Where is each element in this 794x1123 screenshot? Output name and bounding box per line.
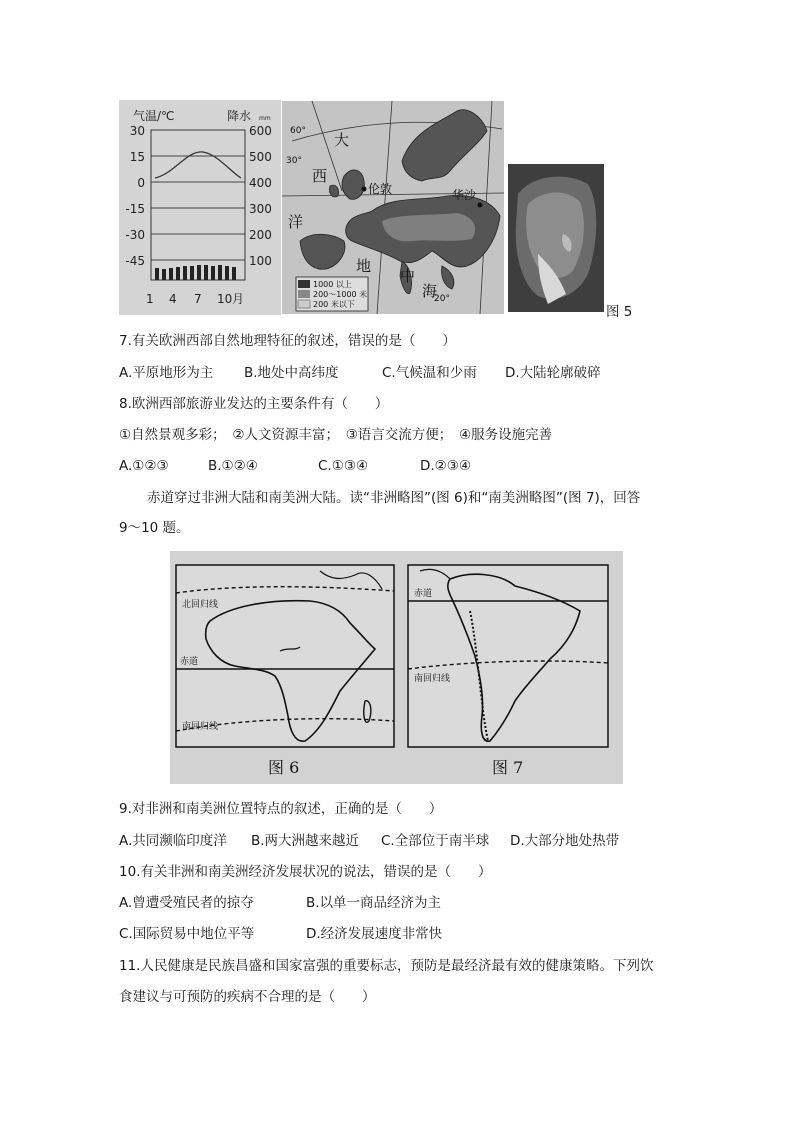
q7-option-d[interactable]: D.大陆轮廓破碎	[505, 365, 601, 381]
landscape-photo	[508, 164, 604, 312]
q11-line1: 11.人民健康是民族昌盛和国家富强的重要标志，预防是最经济最有效的健康策略。下列饮	[119, 958, 654, 974]
map-label-zhong: 中	[400, 267, 416, 285]
q10-option-b[interactable]: B.以单一商品经济为主	[306, 895, 442, 911]
photo-svg	[508, 164, 604, 312]
q11-line2: 食建议与可预防的疾病不合理的是（ ）	[119, 989, 376, 1005]
q10-option-d[interactable]: D.经济发展速度非常快	[306, 926, 443, 942]
temp-tick: -45	[125, 254, 145, 268]
month-tick: 10	[217, 292, 233, 306]
precip-tick: 500	[249, 150, 272, 164]
q9-10-intro-line1: 赤道穿过非洲大陆和南美洲大陆。读“非洲略图”(图 6)和“南美洲略图”(图 7)，回答	[147, 490, 641, 506]
legend-mid: 200～1000 米	[313, 290, 368, 299]
temp-axis-label: 气温/℃	[133, 109, 175, 123]
precip-tick: 300	[249, 202, 272, 216]
precip-axis-label: 降水	[227, 109, 252, 123]
month-tick: 4	[169, 292, 177, 306]
london-dot	[362, 187, 367, 192]
q8-option-c[interactable]: C.①③④	[318, 458, 369, 474]
europe-map-svg	[282, 101, 504, 314]
q7-option-b[interactable]: B.地处中高纬度	[244, 365, 339, 381]
maps-svg	[170, 551, 623, 784]
climate-chart	[119, 100, 281, 315]
africa-label-tropic-cancer: 北回归线	[182, 600, 219, 610]
month-tick: 月	[232, 292, 245, 306]
precipitation-bars	[155, 265, 236, 280]
legend-low: 200 米以下	[313, 300, 355, 309]
map-label-hai: 海	[422, 282, 438, 300]
q9-option-c[interactable]: C.全部位于南半球	[381, 833, 490, 849]
precip-tick: 100	[249, 254, 272, 268]
africa-south-america-maps	[170, 551, 623, 784]
q8-option-a[interactable]: A.①②③	[119, 458, 169, 474]
map-legend	[296, 277, 368, 311]
south-america-panel	[408, 565, 608, 747]
sa-label-equator: 赤道	[414, 589, 433, 599]
precip-tick: 600	[249, 124, 272, 138]
month-tick: 7	[194, 292, 202, 306]
figure5-caption: 图 5	[606, 304, 633, 320]
q8-option-b[interactable]: B.①②④	[208, 458, 258, 474]
map-label-warsaw: 华沙	[452, 188, 477, 202]
precip-tick: 200	[249, 228, 272, 242]
q7-option-a[interactable]: A.平原地形为主	[119, 365, 214, 381]
q7-option-c[interactable]: C.气候温和少雨	[382, 365, 477, 381]
q8-option-d[interactable]: D.②③④	[420, 458, 471, 474]
africa-label-equator: 赤道	[180, 657, 199, 667]
lat-label-60: 60°	[290, 126, 306, 136]
warsaw-dot	[478, 203, 483, 208]
q9-option-b[interactable]: B.两大洲越来越近	[251, 833, 360, 849]
lat-label-20: 20°	[434, 294, 450, 304]
q7-stem: 7.有关欧洲西部自然地理特征的叙述，错误的是（ ）	[119, 333, 456, 349]
africa-panel	[176, 565, 394, 747]
q10-option-c[interactable]: C.国际贸易中地位平等	[119, 926, 255, 942]
map-label-london: 伦敦	[368, 182, 393, 196]
legend-high: 1000 以上	[313, 280, 352, 289]
month-tick: 1	[146, 292, 154, 306]
q10-option-a[interactable]: A.曾遭受殖民者的掠夺	[119, 895, 254, 911]
map-label-yang: 洋	[288, 213, 304, 231]
figure7-caption: 图 7	[492, 758, 524, 777]
q10-stem: 10.有关非洲和南美洲经济发展状况的说法，错误的是（ ）	[119, 864, 492, 880]
precip-unit: mm	[259, 115, 271, 122]
q9-10-intro-line2: 9～10 题。	[119, 520, 190, 536]
temp-tick: -15	[125, 202, 145, 216]
q9-option-a[interactable]: A.共同濒临印度洋	[119, 833, 227, 849]
africa-label-tropic-capricorn: 南回归线	[182, 722, 219, 732]
temp-tick: 0	[137, 176, 145, 190]
q8-conditions: ①自然景观多彩； ②人文资源丰富； ③语言交流方便； ④服务设施完善	[119, 427, 553, 443]
q9-stem: 9.对非洲和南美洲位置特点的叙述，正确的是（ ）	[119, 801, 443, 817]
map-label-xi: 西	[312, 167, 328, 185]
temp-tick: -30	[125, 228, 145, 242]
q9-option-d[interactable]: D.大部分地处热带	[510, 833, 620, 849]
climate-chart-svg	[119, 100, 281, 315]
figure6-caption: 图 6	[268, 758, 300, 777]
q8-stem: 8.欧洲西部旅游业发达的主要条件有（ ）	[119, 396, 389, 412]
map-label-di: 地	[356, 257, 372, 275]
sa-label-tropic-capricorn: 南回归线	[414, 674, 451, 684]
lat-label-30: 30°	[286, 156, 302, 166]
precip-tick: 400	[249, 176, 272, 190]
europe-map	[282, 101, 504, 314]
map-label-da: 大	[334, 131, 350, 149]
temp-tick: 30	[129, 124, 145, 138]
temp-tick: 15	[129, 150, 145, 164]
